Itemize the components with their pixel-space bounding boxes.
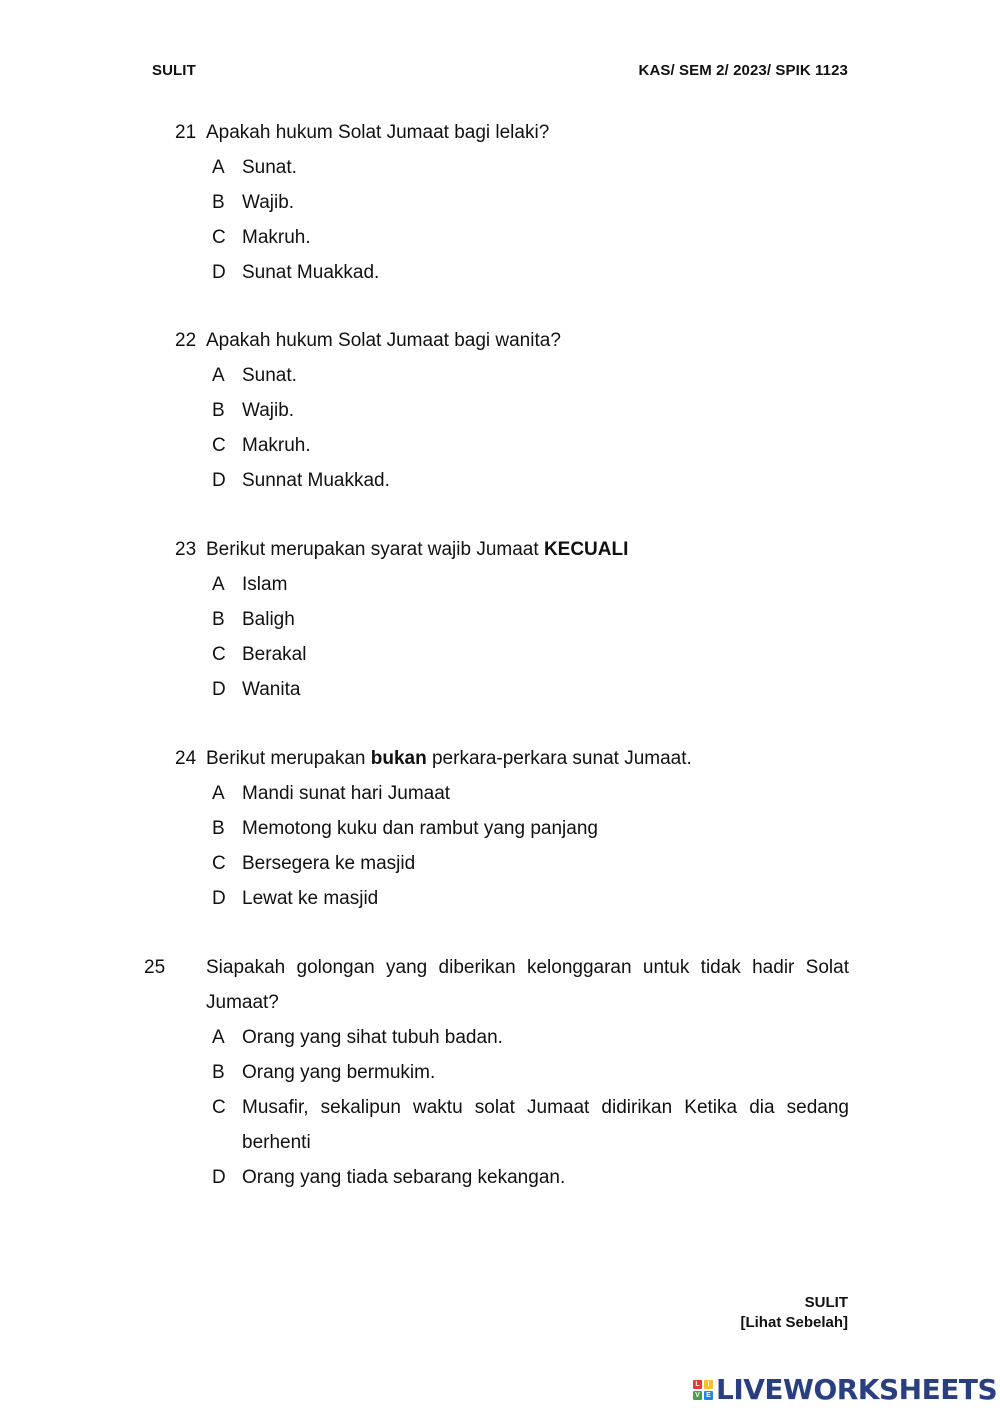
question-text-part: Siapakah golongan yang diberikan kelonggaran untuk tidak hadir Solat Jumaat? [206, 957, 849, 1013]
option-letter: D [212, 1167, 226, 1188]
option-text: Musafir, sekalipun waktu solat Jumaat didirikan Ketika dia sedang berhenti [242, 1097, 849, 1153]
option-text: Berakal [242, 644, 307, 665]
logo-cell-i: I [704, 1380, 713, 1389]
option-text: Sunat. [242, 365, 297, 386]
option-text: Orang yang sihat tubuh badan. [242, 1027, 503, 1048]
option-text: Sunat Muakkad. [242, 262, 380, 283]
footer-turn-page-note: [Lihat Sebelah] [740, 1314, 848, 1331]
option-d[interactable] [212, 881, 849, 916]
option-letter: D [212, 679, 226, 700]
question-text-part: Berikut merupakan syarat wajib Jumaat [206, 538, 544, 560]
option-text: Bersegera ke masjid [242, 853, 416, 874]
option-text: Sunnat Muakkad. [242, 470, 390, 491]
option-b[interactable] [212, 185, 849, 220]
option-letter: A [212, 574, 225, 595]
option-text: Lewat ke masjid [242, 888, 379, 909]
option-a[interactable] [212, 776, 849, 811]
question-text [206, 748, 849, 770]
option-a[interactable] [212, 567, 849, 602]
option-letter: A [212, 157, 225, 178]
page-footer [740, 1293, 848, 1333]
option-a[interactable] [212, 1020, 849, 1055]
question-number: 24 [175, 747, 197, 769]
logo-wordmark: LIVEWORKSHEETS [716, 1373, 998, 1406]
option-letter: C [212, 853, 226, 874]
option-text: Wajib. [242, 192, 295, 213]
question-22 [175, 323, 849, 498]
question-number: 25 [144, 957, 166, 978]
option-letter: B [212, 400, 225, 421]
option-letter: D [212, 470, 226, 491]
question-21 [175, 115, 849, 290]
question-25 [144, 950, 849, 1195]
logo-cell-l: L [693, 1380, 702, 1389]
option-letter: D [212, 262, 226, 283]
option-letter: C [212, 1097, 226, 1118]
option-letter: A [212, 1027, 225, 1048]
option-d[interactable] [212, 463, 849, 498]
question-text: Apakah hukum Solat Jumaat bagi lelaki? [206, 121, 550, 143]
option-letter: C [212, 227, 226, 248]
logo-cell-e: E [704, 1391, 713, 1400]
option-a[interactable] [212, 358, 849, 393]
option-c[interactable] [212, 428, 849, 463]
question-text: Apakah hukum Solat Jumaat bagi wanita? [206, 329, 561, 351]
question-text [144, 950, 849, 1020]
option-text: Mandi sunat hari Jumaat [242, 783, 451, 804]
option-text: Baligh [242, 609, 295, 630]
option-letter: A [212, 365, 225, 386]
option-b[interactable] [212, 393, 849, 428]
option-text: Orang yang tiada sebarang kekangan. [242, 1167, 566, 1188]
option-d[interactable] [212, 672, 849, 707]
question-text [206, 539, 849, 561]
option-letter: B [212, 192, 225, 213]
option-text: Sunat. [242, 157, 297, 178]
liveworksheets-logo[interactable] [693, 1373, 997, 1406]
option-b[interactable] [212, 811, 849, 846]
question-23 [175, 532, 849, 707]
option-text: Makruh. [242, 435, 311, 456]
option-letter: C [212, 644, 226, 665]
option-text: Wanita [242, 679, 301, 700]
option-c[interactable] [212, 220, 849, 255]
option-letter: B [212, 1062, 225, 1083]
question-emphasis: bukan [370, 747, 427, 769]
question-text-part: perkara-perkara sunat Jumaat. [426, 747, 692, 769]
logo-cell-v: V [693, 1391, 702, 1400]
question-number: 21 [175, 121, 197, 143]
question-number: 23 [175, 538, 197, 560]
question-emphasis: KECUALI [543, 538, 629, 560]
option-letter: B [212, 609, 225, 630]
option-letter: B [212, 818, 225, 839]
option-letter: C [212, 435, 226, 456]
option-letter: D [212, 888, 226, 909]
question-number: 22 [175, 329, 197, 351]
option-d[interactable] [212, 255, 849, 290]
logo-grid-icon [693, 1380, 713, 1400]
option-text: Islam [242, 574, 288, 595]
option-text: Wajib. [242, 400, 295, 421]
header-paper-code: KAS/ SEM 2/ 2023/ SPIK 1123 [638, 62, 848, 79]
option-b[interactable] [212, 1055, 849, 1090]
question-text-part: Berikut merupakan [206, 747, 371, 769]
option-text: Orang yang bermukim. [242, 1062, 436, 1083]
option-c[interactable] [212, 637, 849, 672]
option-c[interactable] [212, 1090, 849, 1160]
footer-classification: SULIT [804, 1294, 848, 1311]
option-text: Makruh. [242, 227, 311, 248]
header-classification: SULIT [152, 62, 196, 79]
option-text: Memotong kuku dan rambut yang panjang [242, 818, 598, 839]
option-a[interactable] [212, 150, 849, 185]
option-c[interactable] [212, 846, 849, 881]
question-24 [175, 741, 849, 916]
option-d[interactable] [212, 1160, 849, 1195]
option-b[interactable] [212, 602, 849, 637]
option-letter: A [212, 783, 225, 804]
